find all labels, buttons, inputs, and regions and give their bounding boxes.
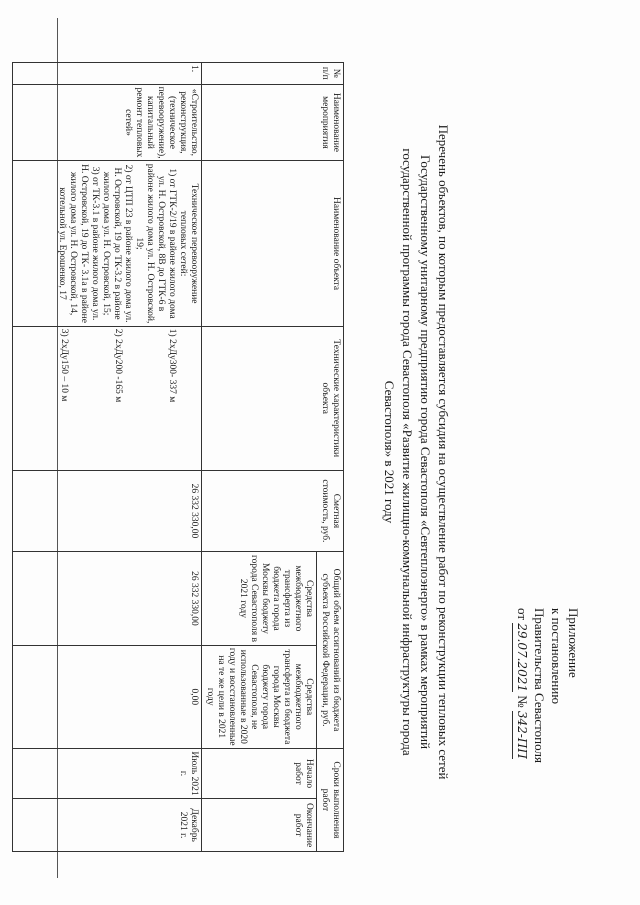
tech-item-1: 1) 2хДу300- 337 м [167, 328, 177, 403]
header-row-1 [317, 63, 344, 852]
cell-object [13, 161, 202, 326]
appendix-line-1: Приложение [566, 608, 581, 678]
object-item-1: 1) от ГТК-2/19 в районе жилого дома ул. Н. Островской, 8В до ГТК-6 в районе жилого дома ул. Н. Островской, 19; [134, 163, 177, 324]
table-row [13, 63, 202, 852]
header-num: № п/п [202, 63, 344, 85]
header-transfer-2021: Средства межбюджетного трансферта из бюджета города Москвы бюджету города Севастополя в 2021 году [202, 552, 317, 646]
header-start: Начало работ [202, 748, 317, 798]
number-prefix: № [515, 695, 530, 708]
objects-table [12, 62, 344, 852]
appendix-line-3: Правительства Севастополя [532, 608, 547, 763]
cell-num: 1. [13, 63, 202, 85]
header-object: Наименование объекта [202, 161, 344, 326]
tech-item-3: 3) 2хДу150 – 10 м [59, 328, 69, 402]
header-tech: Технические характеристики объекта [202, 326, 344, 470]
document-title [380, 72, 452, 832]
object-item-2: 2) от ЦТП 23 в районе жилого дома ул. Н. Островской, 19 до ТК-3.2 в районе жилого дома ул. Н. Островской, 15; [101, 164, 133, 323]
date-prefix: от [515, 608, 530, 621]
appendix-block [512, 608, 582, 763]
object-intro: Техническое перевооружение тепловых сетей: [178, 183, 199, 304]
header-end: Окончание работ [202, 799, 317, 852]
appendix-line-2: к постановлению [549, 608, 564, 705]
header-cost: Сметная стоимость, руб. [202, 470, 344, 552]
cell-end: Декабрь 2021 г. [13, 799, 202, 852]
cell-tech [13, 326, 202, 470]
cell-cost: 26 332 330,00 [13, 470, 202, 552]
object-item-3: 3) от ТК-3.1 в районе жилого дома ул. Н. Островской, 19 до ТК- 3.1а в районе жилого дома ул. Н. Островской, 14, котельной ул. Ерошенко, 17 [57, 164, 100, 323]
handwritten-date: 29.07.2021 [512, 623, 530, 692]
header-event: Наименование мероприятия [202, 84, 344, 161]
header-terms: Сроки выполнения работ [317, 748, 344, 851]
tech-item-2: 2) 2хДу200 -165 м [113, 328, 123, 403]
title-line-1: Перечень объектов, по которым предоставляется субсидия на осуществление работ по реконструкции тепловых сетей [436, 124, 451, 780]
appendix-date-line [512, 608, 531, 763]
title-line-4: Севастополя» в 2021 году [382, 380, 397, 524]
cell-transfer-2021: 26 332 330,00 [13, 552, 202, 646]
cell-start: Июль 2021 г. [13, 748, 202, 798]
header-volume: Общий объем ассигнований из бюджета субъекта Российской Федерации, руб. [317, 552, 344, 749]
handwritten-number: 342-ПП [512, 711, 530, 759]
cell-event: «Строительство, реконструкция, (техническое перевооружение), капитальный ремонт тепловых сетей» [13, 84, 202, 161]
cell-transfer-2020: 0,00 [13, 645, 202, 748]
title-line-2: Государственному унитарному предприятию города Севастополя «Севтеплоэнерго» в рамках мероприятий [418, 154, 433, 750]
header-transfer-2020: Средства межбюджетного трансферта из бюджета города Москвы бюджету города Севастополя, не использованные в 2020 году и восстановленные на те же цели в 2021 году [202, 645, 317, 748]
title-line-3: государственной программы города Севастополя «Развитие жилищно-коммунальной инфраструктуры города [400, 148, 415, 756]
